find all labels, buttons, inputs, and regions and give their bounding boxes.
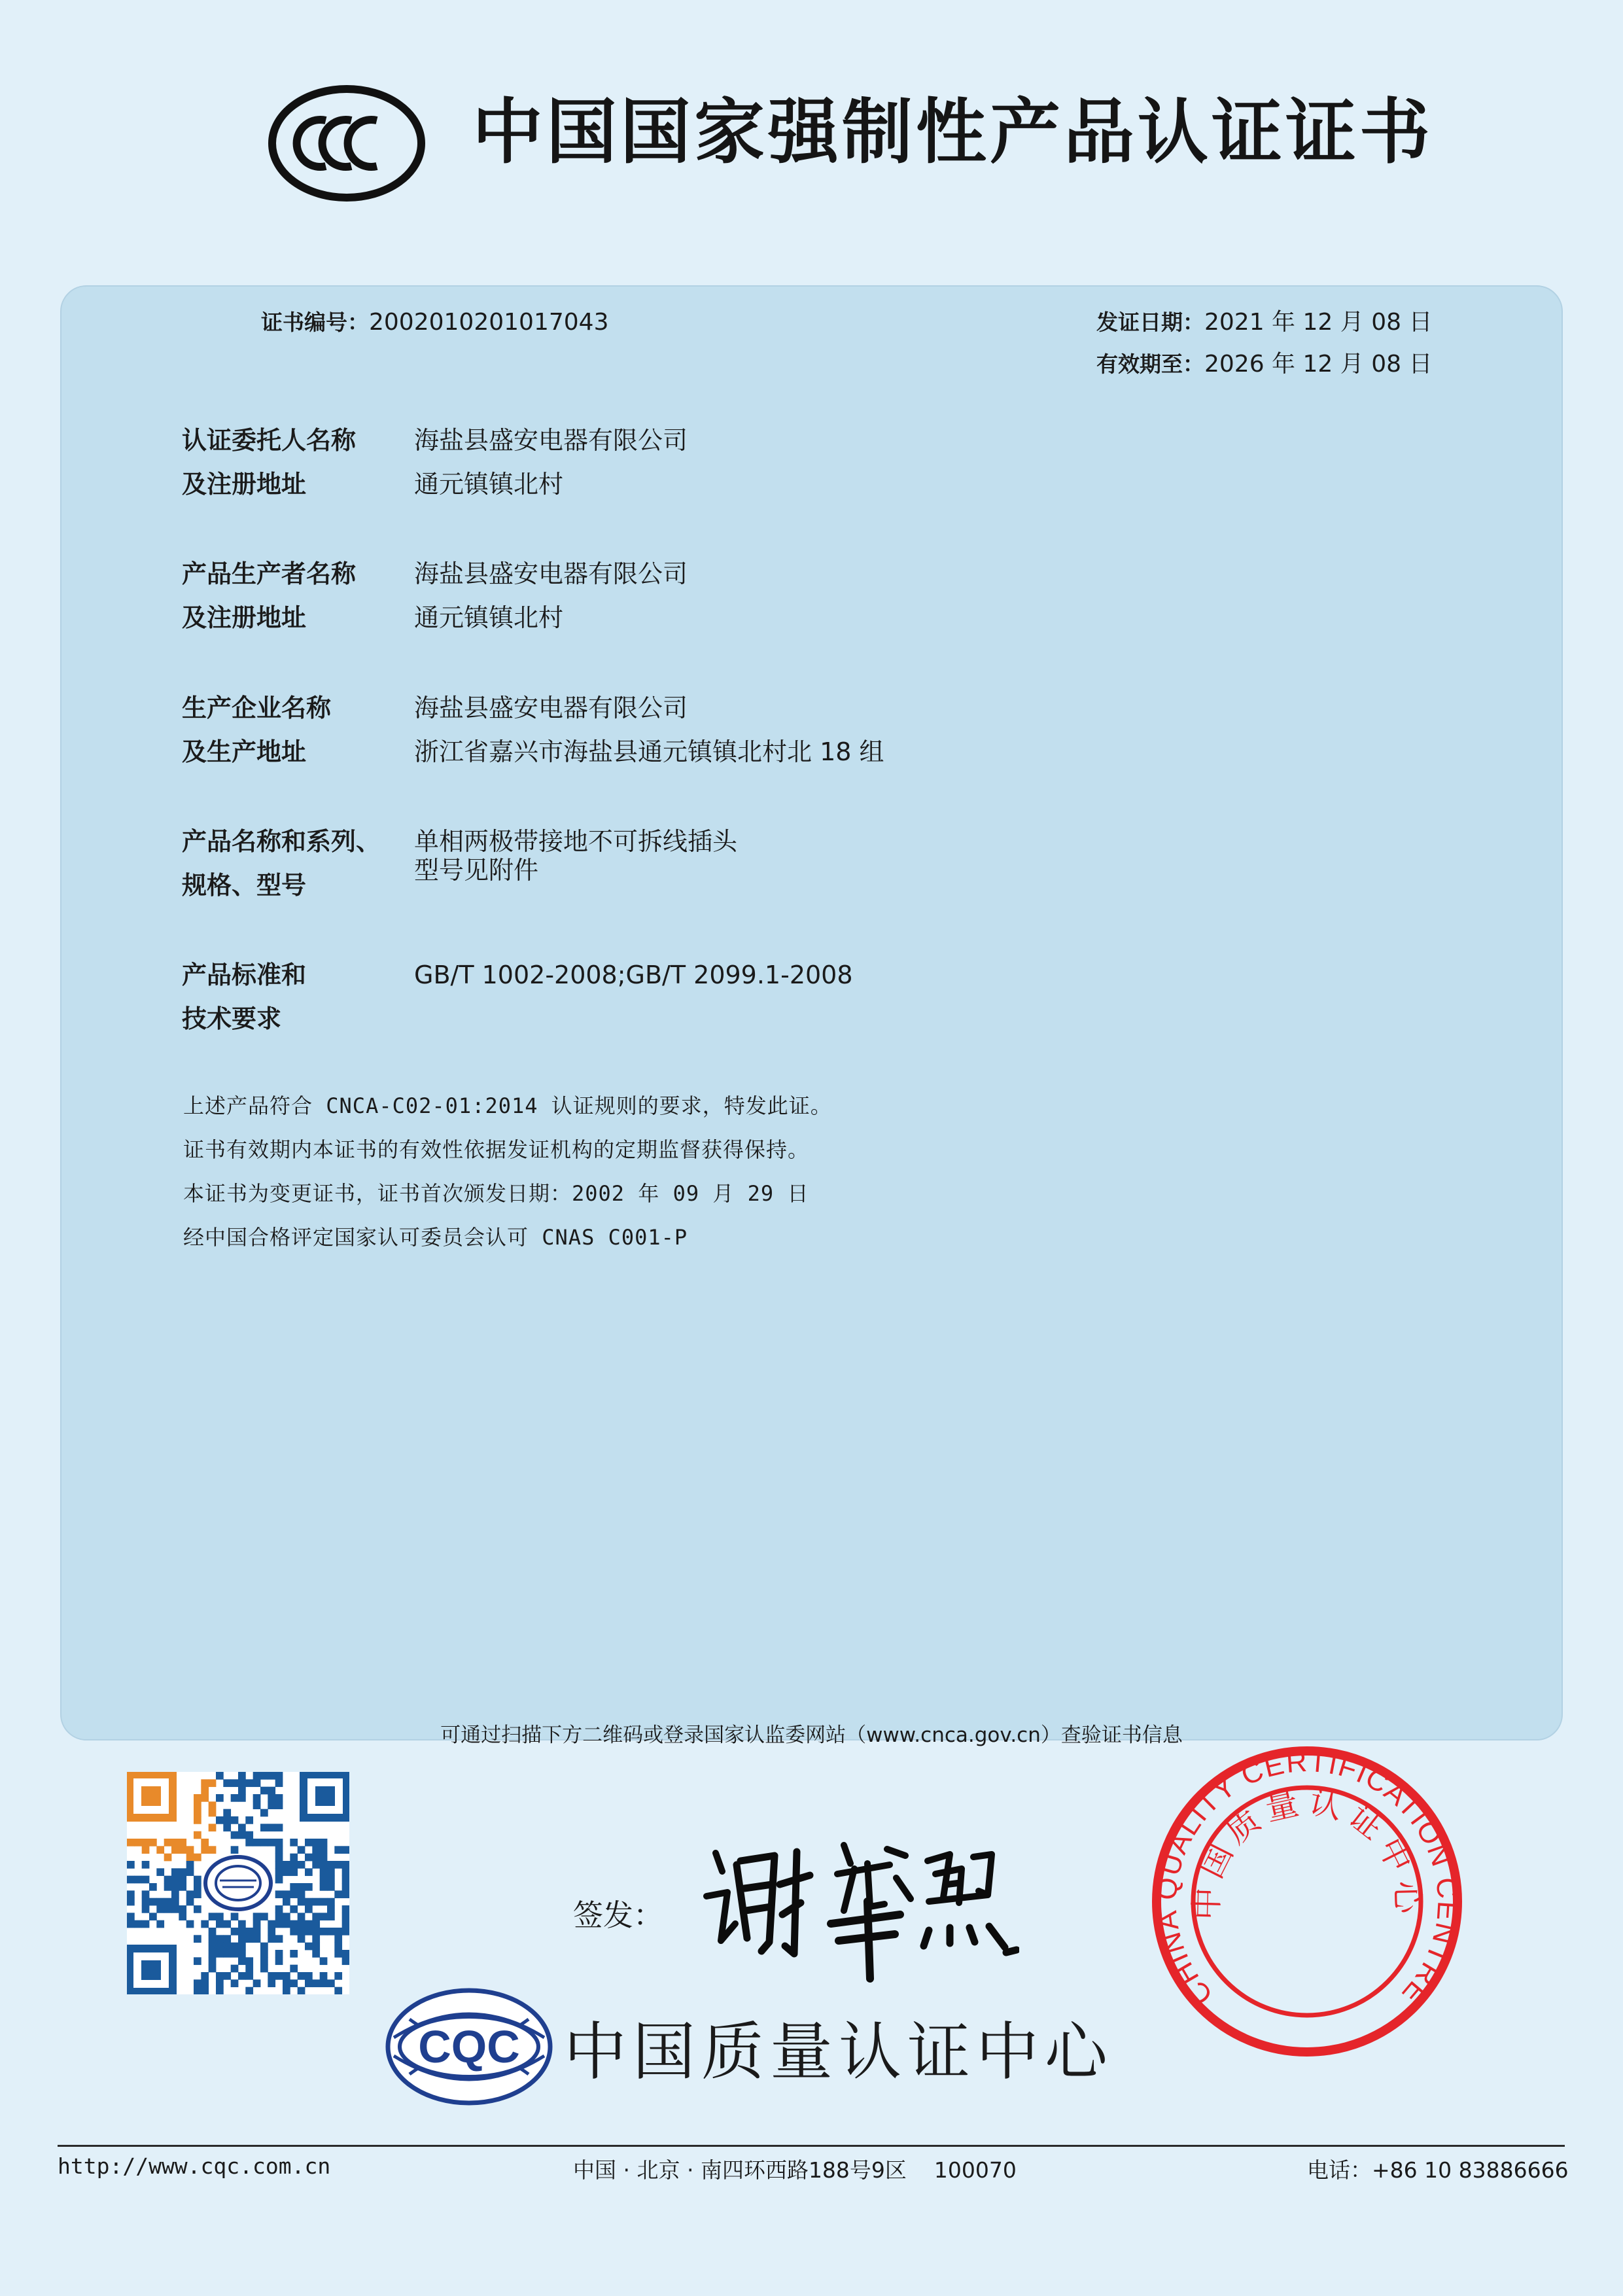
field-value: 海盐县盛安电器有限公司 — [414, 559, 688, 588]
cqc-logo — [383, 1985, 555, 2108]
certificate-number — [261, 308, 608, 338]
seal-english-text: CHINA QUALITY CERTIFICATION CENTRE — [1150, 1745, 1464, 2012]
valid-until-value: 2026 年 12 月 08 日 — [1204, 351, 1433, 378]
certificate-title: 中国国家强制性产品认证证书 — [472, 92, 1434, 173]
valid-until-date — [1096, 349, 1432, 380]
issuing-authority: 中国质量认证中心 — [564, 2015, 1113, 2089]
certificate-note: 上述产品符合 CNCA-C02-01:2014 认证规则的要求，特发此证。 — [183, 1093, 832, 1118]
footer-divider — [58, 2145, 1565, 2147]
model-note: 型号见附件 — [414, 856, 539, 885]
certificate-number-label: 证书编号： — [261, 309, 369, 335]
certificate-number-value: 2002010201017043 — [369, 309, 609, 336]
official-seal — [1146, 1740, 1468, 2062]
field-label: 认证委托人名称 — [182, 426, 357, 455]
field-value: 浙江省嘉兴市海盐县通元镇镇北村北 18 组 — [414, 737, 884, 766]
seal-chinese-text: 中国质量认证中心 — [1187, 1782, 1427, 1921]
field-label: 技术要求 — [182, 1004, 282, 1033]
field-value: 海盐县盛安电器有限公司 — [414, 426, 688, 455]
field-label: 及注册地址 — [182, 603, 307, 632]
footer-address: 中国 · 北京 · 南四环西路188号9区 100070 — [573, 2157, 1017, 2183]
ccc-logo — [266, 82, 428, 204]
qr-code-icon[interactable] — [127, 1772, 349, 1994]
handwritten-signature — [699, 1826, 1019, 1983]
field-value: 单相两极带接地不可拆线插头 — [414, 827, 738, 856]
field-label: 产品名称和系列、 — [182, 827, 381, 856]
issue-date-label: 发证日期： — [1096, 309, 1204, 335]
certificate-note: 经中国合格评定国家认可委员会认可 CNAS C001-P — [183, 1225, 688, 1250]
field-value: 通元镇镇北村 — [414, 470, 564, 499]
field-value: 通元镇镇北村 — [414, 603, 564, 632]
field-label: 产品生产者名称 — [182, 559, 357, 588]
footer-website[interactable]: http://www.cqc.com.cn — [58, 2153, 331, 2179]
verification-hint: 可通过扫描下方二维码或登录国家认监委网站（www.cnca.gov.cn）查验证书信息 — [440, 1723, 1183, 1747]
certificate-note: 本证书为变更证书，证书首次颁发日期：2002 年 09 月 29 日 — [183, 1181, 809, 1206]
issue-date — [1096, 308, 1432, 338]
certificate-note: 证书有效期内本证书的有效性依据发证机构的定期监督获得保持。 — [183, 1137, 810, 1162]
cqc-logo-text: CQC — [418, 2021, 520, 2072]
issue-date-value: 2021 年 12 月 08 日 — [1204, 309, 1433, 336]
valid-until-label: 有效期至： — [1096, 351, 1204, 377]
field-label: 规格、型号 — [182, 871, 307, 900]
field-label: 生产企业名称 — [182, 694, 332, 722]
field-value: 海盐县盛安电器有限公司 — [414, 694, 688, 722]
field-value: GB/T 1002-2008;GB/T 2099.1-2008 — [414, 961, 853, 989]
footer-phone: 电话：+86 10 83886666 — [1307, 2157, 1569, 2183]
issued-by-label: 签发： — [573, 1898, 663, 1933]
field-label: 及生产地址 — [182, 737, 307, 766]
field-label: 及注册地址 — [182, 470, 307, 499]
field-label: 产品标准和 — [182, 961, 307, 989]
